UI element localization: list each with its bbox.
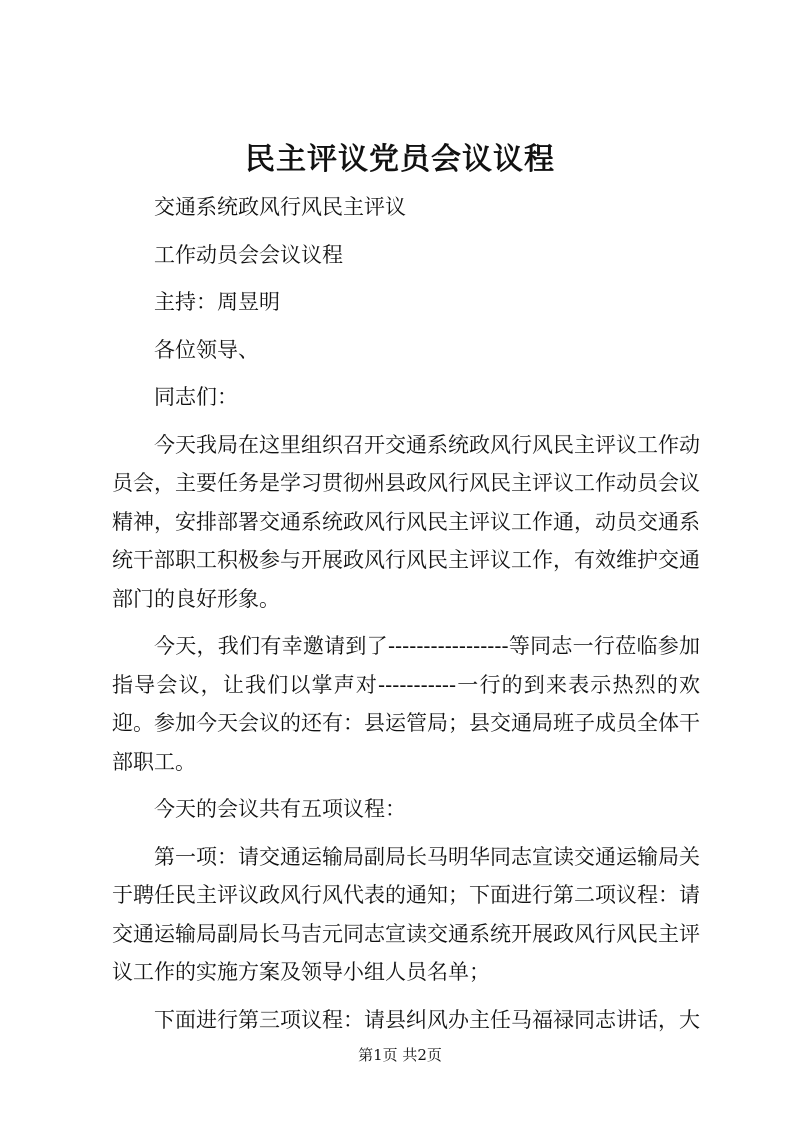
paragraph-greeting-1: 各位领导、	[154, 337, 259, 362]
paragraph-greeting-2: 同志们：	[154, 385, 238, 409]
document-title: 民主评议党员会议议程	[245, 142, 555, 177]
paragraph-welcome: 今天，我们有幸邀请到了-----------------等同志一行莅临参加指导会议，让我们以掌声对-----------一行的到来表示热烈的欢迎。参加今天会议的还有：县运管局；县交通局班子成员全体干部职工。	[112, 634, 700, 774]
paragraph-host: 主持：周昱明	[154, 290, 280, 314]
paragraph-purpose: 今天我局在这里组织召开交通系统政风行风民主评议工作动员会，主要任务是学习贯彻州县政风行风民主评议工作动员会议精神，安排部署交通系统政风行风民主评议工作通，动员交通系统干部职工积极参与开展政风行风民主评议工作，有效维护交通部门的良好形象。	[112, 432, 700, 611]
paragraph-subtitle-1: 交通系统政风行风民主评议	[154, 195, 406, 219]
paragraph-agenda-1-2: 第一项：请交通运输局副局长马明华同志宣读交通运输局关于聘任民主评议政风行风代表的通知；下面进行第二项议程：请交通运输局副局长马吉元同志宣读交通系统开展政风行风民主评议工作的实施方案及领导小组人员名单；	[112, 844, 700, 984]
paragraph-agenda-intro: 今天的会议共有五项议程：	[154, 797, 406, 821]
paragraph-agenda-3: 下面进行第三项议程：请县纠风办主任马福禄同志讲话，大	[154, 1007, 700, 1032]
document-body	[112, 188, 700, 1039]
page-number-footer: 第1页 共2页	[358, 1046, 442, 1064]
paragraph-subtitle-2: 工作动员会会议议程	[154, 242, 343, 267]
